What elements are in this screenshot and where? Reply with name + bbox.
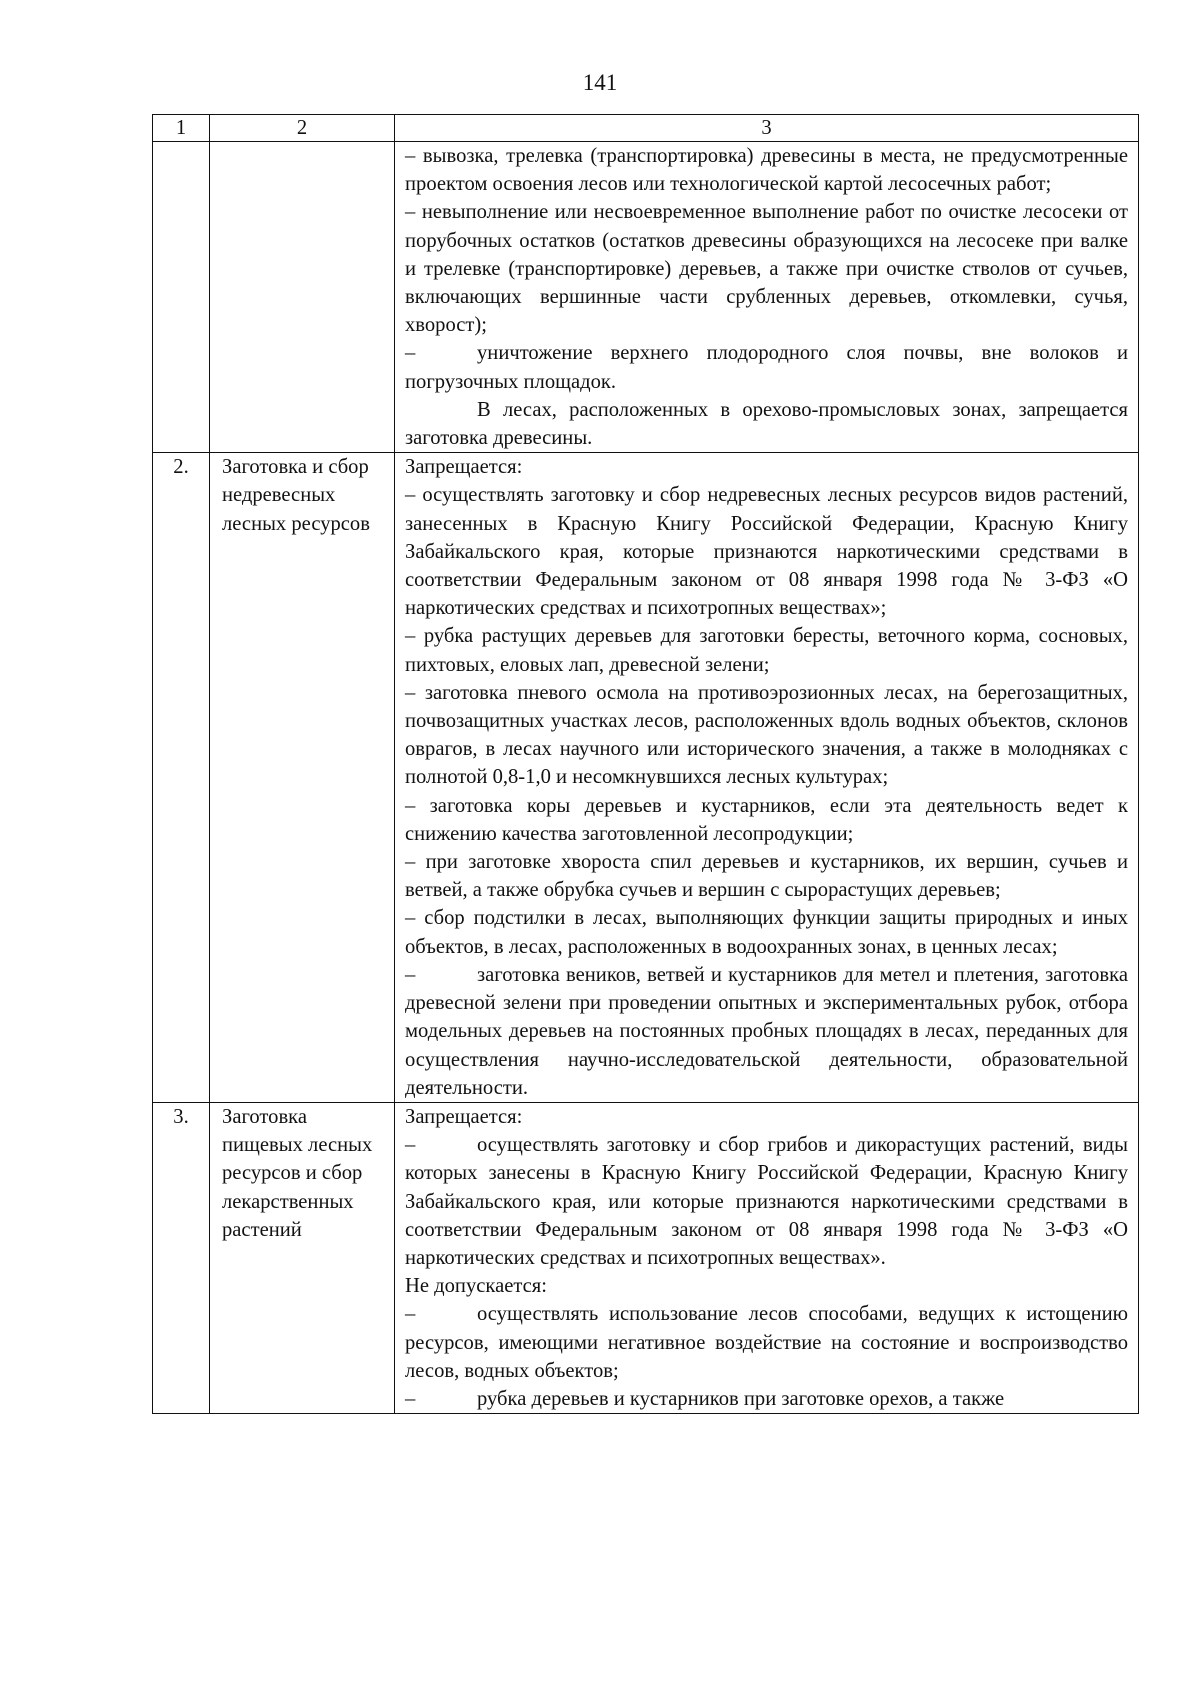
table-row bbox=[153, 453, 1139, 1103]
row-number bbox=[153, 142, 210, 453]
dash-marker: – bbox=[405, 342, 416, 365]
restriction-paragraph bbox=[405, 1131, 1128, 1272]
restriction-paragraph bbox=[405, 1300, 1128, 1385]
row-number: 3. bbox=[153, 1102, 210, 1413]
paragraph-text: рубка деревьев и кустарников при заготовке орехов, а также bbox=[477, 1387, 1005, 1410]
dash-marker: – bbox=[405, 963, 416, 986]
dash-marker: – bbox=[405, 1303, 416, 1326]
restriction-paragraph bbox=[405, 961, 1128, 1102]
restriction-paragraph: Запрещается: bbox=[405, 1105, 523, 1128]
restriction-paragraph: Не допускается: bbox=[405, 1275, 547, 1298]
restriction-paragraph: Запрещается: bbox=[405, 456, 523, 479]
restriction-paragraph: – заготовка коры деревьев и кустарников, если эта деятельность ведет к снижению качества заготовленной лесопродукции; bbox=[405, 794, 1128, 845]
table-row bbox=[153, 142, 1139, 453]
table-header-row bbox=[153, 115, 1139, 142]
dash-marker: – bbox=[405, 1134, 416, 1157]
use-type: Заготовка и сбор недревесных лесных ресурсов bbox=[210, 453, 395, 1103]
restriction-paragraph bbox=[405, 1385, 1128, 1413]
paragraph-text: осуществлять использование лесов способами, ведущих к истощению ресурсов, имеющими негативное воздействие на состояние и воспроизводство лесов, водных объектов; bbox=[405, 1303, 1128, 1382]
restriction-paragraph: В лесах, расположенных в орехово-промысловых зонах, запрещается заготовка древесины. bbox=[405, 398, 1128, 450]
restriction-paragraph bbox=[405, 339, 1128, 395]
header-col-2: 2 bbox=[210, 115, 395, 142]
restriction-paragraph: – невыполнение или несвоевременное выполнение работ по очистке лесосеки от порубочных остатков (остатков древесины образующихся на лесосеке при валке и трелевке (транспортировке) деревьев, а также при очистке стволов от сучьев, включающих вершинные части срубленных деревьев, откомлевки, сучья, хворост); bbox=[405, 201, 1128, 337]
regulations-table bbox=[152, 114, 1139, 1414]
row-number: 2. bbox=[153, 453, 210, 1103]
restriction-paragraph: – сбор подстилки в лесах, выполняющих функции защиты природных и иных объектов, в лесах, расположенных в водоохранных зонах, в ценных лесах; bbox=[405, 907, 1128, 958]
use-type bbox=[210, 142, 395, 453]
paragraph-text: уничтожение верхнего плодородного слоя почвы, вне волоков и погрузочных площадок. bbox=[405, 342, 1128, 393]
restriction-paragraph: – рубка растущих деревьев для заготовки бересты, веточного корма, сосновых, пихтовых, еловых лап, древесной зелени; bbox=[405, 625, 1128, 676]
restriction-paragraph: – осуществлять заготовку и сбор недревесных лесных ресурсов видов растений, занесенных в Красную Книгу Российской Федерации, Красную Книгу Забайкальского края, которые признаются наркотическими средствами в соответствии Федеральным законом от 08 января 1998 года № 3-ФЗ «О наркотических средствах и психотропных веществах»; bbox=[405, 484, 1128, 620]
use-type: Заготовка пищевых лесных ресурсов и сбор лекарственных растений bbox=[210, 1102, 395, 1413]
restrictions-cell bbox=[395, 142, 1139, 453]
header-col-1: 1 bbox=[153, 115, 210, 142]
restriction-paragraph: – при заготовке хвороста спил деревьев и кустарников, их вершин, сучьев и ветвей, а также обрубка сучьев и вершин с сырорастущих деревьев; bbox=[405, 851, 1128, 902]
page-number: 141 bbox=[582, 70, 618, 95]
header-col-3: 3 bbox=[395, 115, 1139, 142]
restrictions-cell bbox=[395, 1102, 1139, 1413]
dash-marker: – bbox=[405, 1387, 416, 1410]
paragraph-text: осуществлять заготовку и сбор грибов и дикорастущих растений, виды которых занесены в Красную Книгу Российской Федерации, Красную Книгу Забайкальского края, или которые признаются наркотическими средствами в соответствии Федеральным законом от 08 января 1998 года № 3-ФЗ «О наркотических средствах и психотропных веществах». bbox=[405, 1134, 1128, 1269]
paragraph-text: заготовка веников, ветвей и кустарников для метел и плетения, заготовка древесной зелени при проведении опытных и экспериментальных рубок, отбора модельных деревьев на постоянных пробных площадях в лесах, переданных для осуществления научно-исследовательской деятельности, образовательной деятельности. bbox=[405, 963, 1128, 1099]
table-row bbox=[153, 1102, 1139, 1413]
restriction-paragraph: – заготовка пневого осмола на противоэрозионных лесах, на берегозащитных, почвозащитных участках лесов, расположенных вдоль водных объектов, склонов оврагов, в лесах научного или исторического значения, а также в молодняках с полнотой 0,8-1,0 и несомкнувшихся лесных культурах; bbox=[405, 681, 1128, 789]
restrictions-cell bbox=[395, 453, 1139, 1103]
restriction-paragraph: – вывозка, трелевка (транспортировка) древесины в места, не предусмотренные проектом освоения лесов или технологической картой лесосечных работ; bbox=[405, 145, 1128, 196]
